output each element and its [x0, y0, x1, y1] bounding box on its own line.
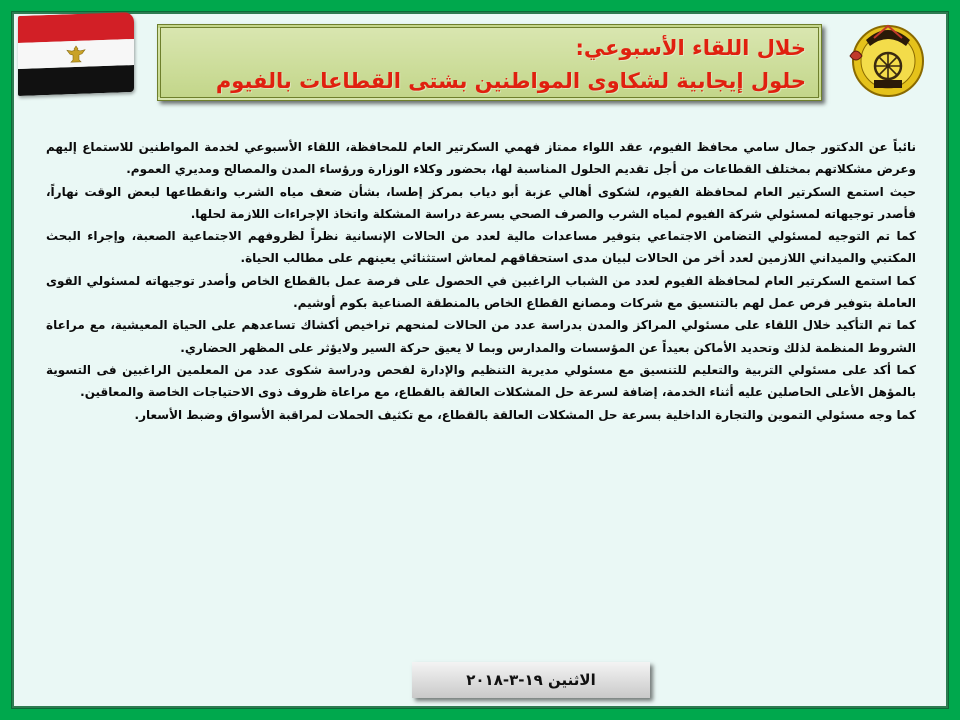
article-paragraph: حيث استمع السكرتير العام لمحافظة الفيوم، لشكوى أهالي عزبة أبو دياب بمركز إطسا، بشأن ضعف مياه الشرب وانقطاعها لبعض الوقت نهاراً، فأصدر توجيهاته لمسئولي شركة الفيوم لمياه الشرب والصرف الصحي بسرعة دراسة المشكلة واتخاذ الإجراءات اللازمة لحلها. [46, 184, 916, 221]
egypt-flag-icon [18, 12, 134, 96]
article-body [46, 136, 916, 426]
date-caption: الاثنين ١٩-٣-٢٠١٨ [412, 662, 650, 698]
fayoum-governorate-emblem-icon [836, 16, 932, 104]
headline-line-2: حلول إيجابية لشكاوى المواطنين بشتى القطاعات بالفيوم [215, 69, 806, 93]
article-paragraph: كما أكد على مسئولي التربية والتعليم للتنسيق مع مسئولي مديرية التنظيم والإدارة لفحص ودراسة شكوى عدد من المعلمين الراغبين فى التسوية بالمؤهل الأعلى الحاصلين عليه أثناء الخدمة، إضافة لسرعة حل المشكلات العالقة بالقطاع، مع مراعاة ظروف ذوى الاحتياجات الخاصة والمعاقين. [46, 362, 916, 400]
article-paragraph: كما وجه مسئولي التموين والتجارة الداخلية بسرعة حل المشكلات العالقة بالقطاع، مع تكثيف الحملات لمراقبة الأسواق وضبط الأسعار. [134, 407, 916, 422]
article-paragraph: نائباً عن الدكتور جمال سامي محافظ الفيوم، عقد اللواء ممتاز فهمي السكرتير العام للمحافظة، اللقاء الأسبوعي لخدمة المواطنين للاستماع إليهم وعرض مشكلاتهم بمختلف القطاعات من أجل تقديم الحلول المناسبة لها، بحضور وكلاء الوزارة ورؤساء المدن والمصالح ومديري العموم. [46, 140, 916, 177]
headline-box [157, 24, 822, 101]
article-paragraph: كما تم التوجيه لمسئولي التضامن الاجتماعي بتوفير مساعدات مالية لعدد من الحالات الإنسانية نظراً لظروفهم الاجتماعية الصعبة، وإجراء البحث المكتبي والميداني اللازمين لعدد أخر من الحالات لبيان مدى استحقاقهم لمعاش استثنائي يعينهم على مطالب الحياة. [46, 229, 916, 266]
article-paragraph: كما تم التأكيد خلال اللقاء على مسئولي المراكز والمدن بدراسة عدد من الحالات لمنحهم تراخيص أكشاك تساعدهم على الحياة المعيشية، مع مراعاة الشروط المنظمة لذلك وتحديد الأماكن بعيداً عن المؤسسات والمدارس وبما لا يعيق حركة السير ولايؤثر على المظهر الحضاري. [46, 318, 916, 355]
headline-line-1: خلال اللقاء الأسبوعي: [575, 36, 806, 60]
article-paragraph: كما استمع السكرتير العام لمحافظة الفيوم لعدد من الشباب الراغبين في الحصول على فرصة عمل بالقطاع الخاص وأصدر توجيهاته لمسئولي القوى العاملة بتوفير فرص عمل لهم بالتنسيق مع شركات ومصانع القطاع الخاص بالمنطقة الصناعية بكوم أوشيم. [46, 273, 916, 311]
